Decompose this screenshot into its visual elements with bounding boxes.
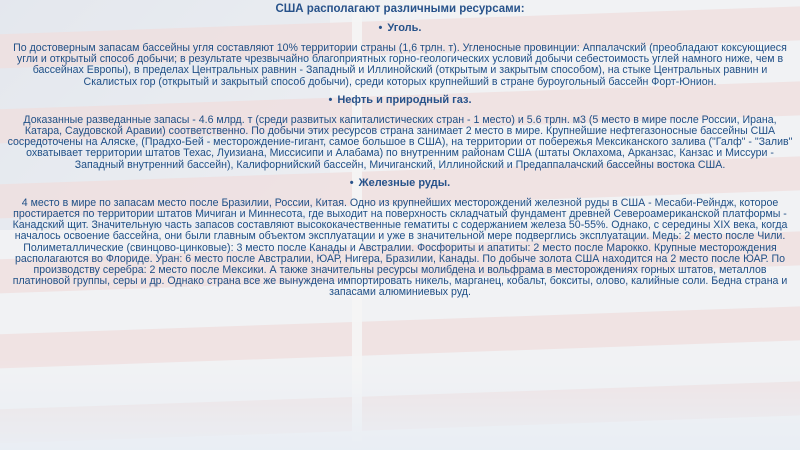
slide-title: США располагают различными ресурсами:	[275, 3, 525, 15]
section-heading-text: Уголь.	[387, 22, 422, 34]
bullet-icon: •	[349, 176, 354, 189]
bullet-icon: •	[328, 93, 333, 106]
section-paragraph-iron: 4 место в мире по запасам место после Бразилии, России, Китая. Одно из крупнейших месторождений железной руды в США - Месаби-Рейндж, которое простирается по территории штатов Мичиган и Миннесота, где выходит на поверхность складчатый фундамент древней Североамериканской платформы - Канадский щит. Значительную часть запасов составляют высококачественные гематиты с содержанием железа 50-55%. Однако, с середины XIX века, когда началось освоение бассейна, они были главным объектом эксплуатации и уже в значительной мере подверглись эксплуатации. Медь: 2 место после Чили. Полиметаллические (свинцово-цинковые): 3 место после Канады и Австралии. Фосфориты и апатиты: 2 место после Марокко. Крупные месторождения располагаются во Флориде. Уран: 6 место после Австралии, ЮАР, Нигера, Бразилии, Канады. По добыче золота США находится на 2 место после ЮАР. По производству серебра: 2 место после Мексики. А также значительны ресурсы молибдена и вольфрама в месторождениях горных штатов, металлов платиновой группы, серы и др. Однако страна все же вынуждена импортировать никель, марганец, кобальт, бокситы, олово, калийные соли. Бедна страна и запасами алюминиевых руд.	[12, 196, 788, 299]
bullet-icon: •	[378, 22, 383, 34]
section-paragraph-coal: По достоверным запасам бассейны угля составляют 10% территории страны (1,6 трлн. т). Угленосные провинции: Аппалачский (преобладают коксующиеся угли и открытый способ добычи; в результате чрезвычайно благоприятных горно-геологических условий добычи себестоимость углей намного ниже, чем в бассейнах Европы), в пределах Центральных равнин - Западный и Иллинойский (открытым и закрытым способом), на стыке Центральных равнин и Скалистых гор (открытый и закрытый способ добычи), среди которых крупнейший в стране буроугольный бассейн Форт-Юнион.	[13, 42, 787, 88]
section-paragraph-oil-gas: Доказанные разведанные запасы - 4.6 млрд. т (среди развитых капиталистических стран - 1 место) и 5.6 трлн. м3 (5 место в мире после России, Ирана, Катара, Саудовской Аравии) соответственно. По добычи этих ресурсов страна занимает 2 место в мире. Крупнейшие нефтегазоносные бассейны США сосредоточены на Аляске, (Прадхо-Бей - месторождение-гигант, самое большое в США), на территории от побережья Мексиканского залива ("Галф" - "Залив" охватывает территории штатов Техас, Луизиана, Миссисипи и Алабама) по внутренним районам США (штаты Оклахома, Арканзас, Канзас и Миссури - Западный внутренний бассейн), Калифорнийский бассейн, Мичиганский, Иллинойский и Предаппалачский бассейны востока США.	[7, 113, 793, 171]
section-heading-coal	[6, 22, 794, 35]
section-heading-text: Железные руды.	[358, 176, 451, 189]
section-heading-iron	[6, 177, 794, 190]
section-heading-text: Нефть и природный газ.	[337, 93, 472, 106]
section-heading-oil-gas	[6, 94, 794, 107]
